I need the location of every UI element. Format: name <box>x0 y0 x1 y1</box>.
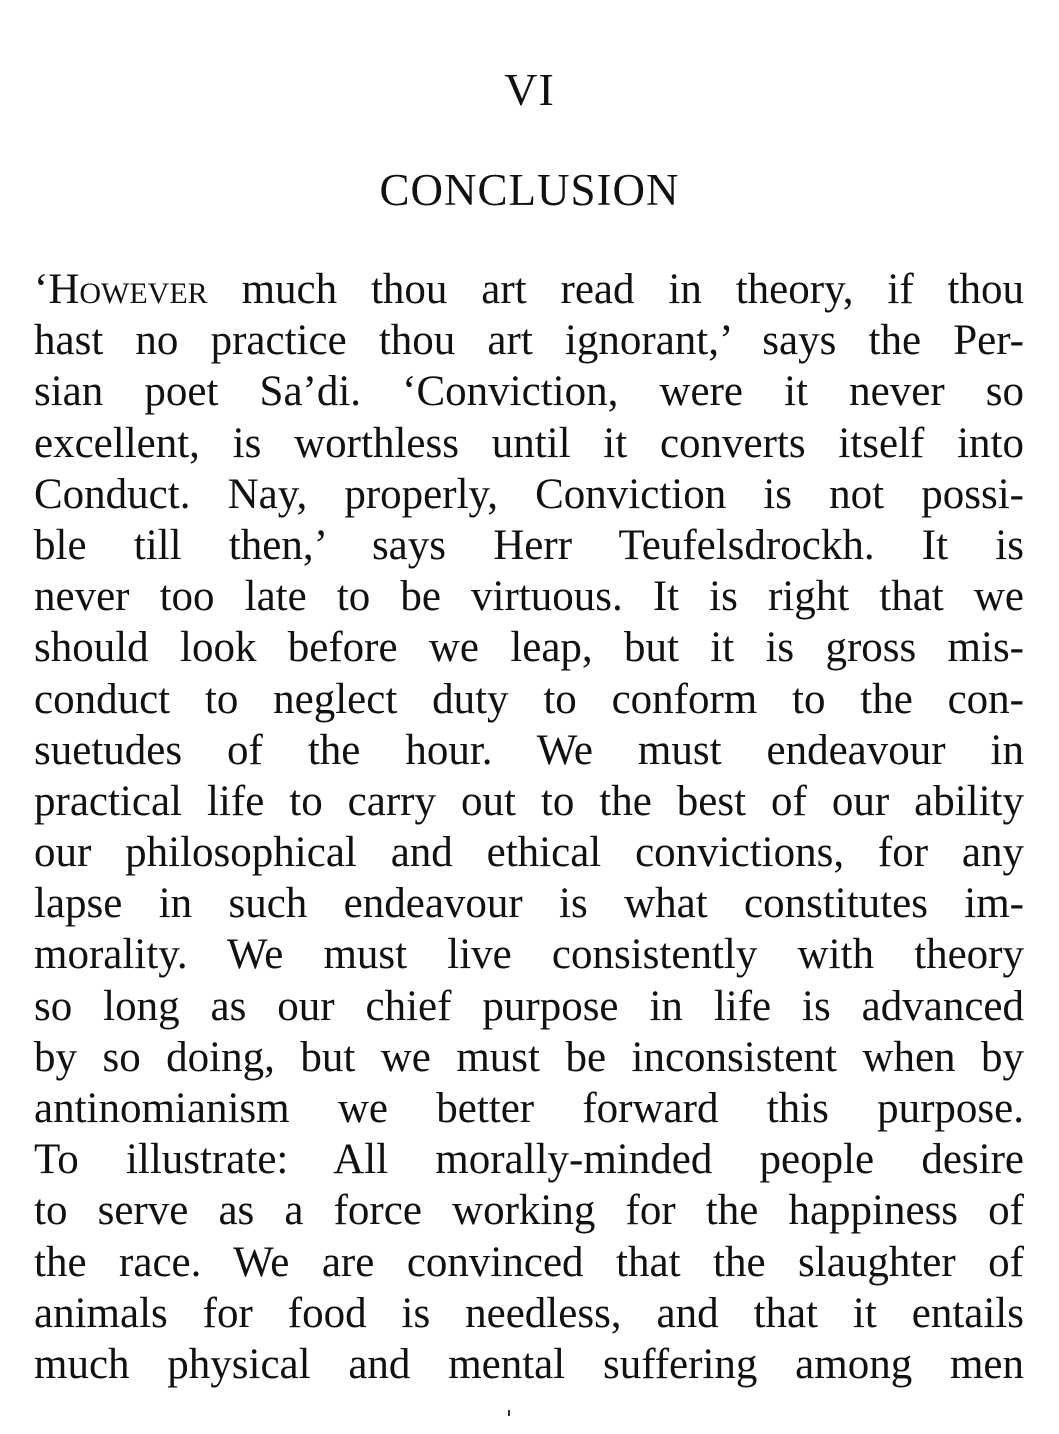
print-mark <box>508 1410 510 1416</box>
text-line: ble till then,’ says Herr Teufelsdrockh. It is <box>34 521 1024 569</box>
text-line: hast no practice thou art ignorant,’ says the Per- <box>34 317 1024 365</box>
text-line: the race. We are convinced that the slaughter of <box>34 1238 1024 1286</box>
text-line-1: ‘However much thou art read in theory, if thou <box>34 266 1024 313</box>
text-line: Conduct. Nay, properly, Conviction is not possi- <box>34 470 1024 518</box>
opening-word: However <box>48 266 208 313</box>
text-line: much physical and mental suffering among men <box>34 1340 1024 1388</box>
chapter-number: VI <box>504 64 555 115</box>
text-line: antinomianism we better forward this purpose. <box>34 1085 1024 1132</box>
text-line: our philosophical and ethical convictions, for any <box>34 829 1024 877</box>
text-line: never too late to be virtuous. It is right that we <box>34 573 1024 621</box>
text-line: conduct to neglect duty to conform to the con- <box>34 675 1024 723</box>
text-line: lapse in such endeavour is what constitutes im- <box>34 880 1024 928</box>
text-line: animals for food is needless, and that it entails <box>34 1289 1024 1337</box>
text-line: sian poet Sa’di. ‘Conviction, were it never so <box>34 368 1024 416</box>
chapter-title: CONCLUSION <box>379 165 680 215</box>
first-line-rest: much thou art read in theory, if thou <box>207 266 1024 313</box>
text-line: morality. We must live consistently with theory <box>34 931 1024 979</box>
text-line: suetudes of the hour. We must endeavour in <box>34 726 1024 774</box>
text-line: so long as our chief purpose in life is advanced <box>34 982 1024 1030</box>
text-line: should look before we leap, but it is gross mis- <box>34 624 1024 672</box>
body-paragraph <box>34 264 1024 1390</box>
text-line: To illustrate: All morally-minded people desire <box>34 1136 1024 1184</box>
text-line: excellent, is worthless until it converts itself into <box>34 419 1024 467</box>
text-line: practical life to carry out to the best of our ability <box>34 777 1024 825</box>
text-line: to serve as a force working for the happiness of <box>34 1187 1024 1235</box>
text-line: by so doing, but we must be inconsistent when by <box>34 1033 1024 1081</box>
